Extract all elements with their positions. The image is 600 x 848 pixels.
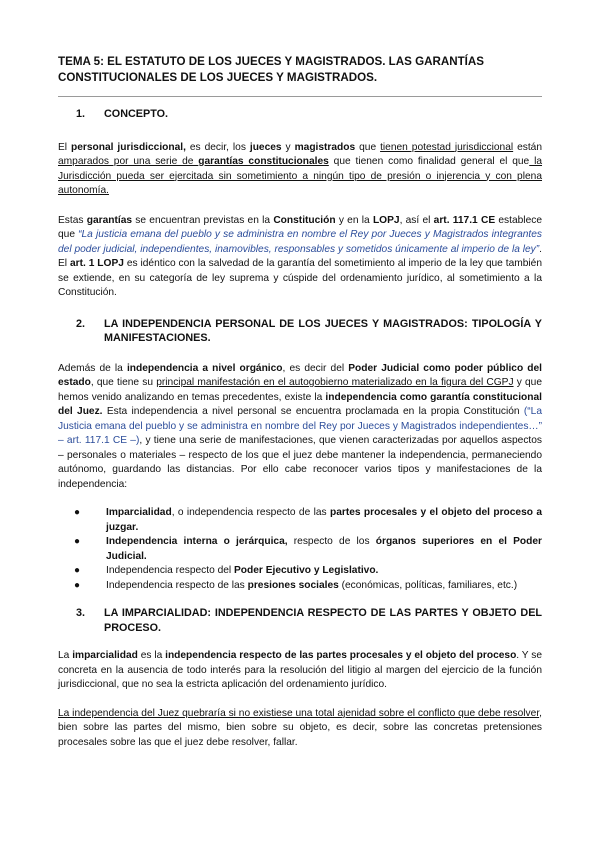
section-title: LA IMPARCIALIDAD: INDEPENDENCIA RESPECTO DE LAS PARTES Y OBJETO DEL PROCESO. (104, 607, 542, 634)
bullet-icon: ● (74, 579, 81, 591)
list-item: ● Independencia respecto de las presiones sociales (económicas, políticas, familiares, etc.) (58, 579, 542, 594)
list-item: ● Imparcialidad, o independencia respecto de las partes procesales y el objeto del proceso a juzgar. (58, 506, 542, 535)
section-number: 2. (76, 317, 86, 330)
list-item: ● Independencia interna o jerárquica, respecto de los órganos superiores en el Poder Judicial. (58, 535, 542, 564)
bullet-icon: ● (74, 565, 81, 576)
section-number: 1. (76, 108, 86, 120)
concepto-paragraph-1: El personal jurisdiccional, es decir, los jueces y magistrados que tienen potestad jurisdiccional están amparados por una serie de garantías constitucionales que tienen como finalidad general el que la Jurisdicción pueda ser ejercitada sin sometimiento a ningún tipo de presión o injerencia y con plena autonomía. (58, 141, 543, 196)
concepto-paragraph-2: Estas garantías se encuentran previstas en la Constitución y en la LOPJ, así el art. 117.1 CE establece que “La justicia emana del pueblo y se administra en nombre el Rey por Jueces y Magistrados integrantes del poder judicial, independientes, inamovibles, responsables y sometidos únicamente al imperio de la ley”. El art. 1 LOPJ es idéntico con la salvedad de la garantía del sometimiento al imperio de la ley que también se extiende, en su categoría de ley suprema y cúspide del ordenamiento jurídico, al sometimiento a la Constitución. (58, 214, 543, 298)
bullet-icon: ● (74, 536, 81, 547)
section-number: 3. (76, 607, 86, 619)
constitution-quote: “La justicia emana del pueblo y se administra en nombre el Rey por Jueces y Magistrados integrantes del poder judicial, independientes, inamovibles, responsables y sometidos únicamente al imperio de la ley” (58, 229, 543, 255)
imparcialidad-paragraph-1: La imparcialidad es la independencia respecto de las partes procesales y el objeto del proceso. Y se concreta en la ausencia de todo interés para la resolución del litigio al margen del ejercicio de la función jurisdiccional, que no sea la estricta aplicación del ordenamiento jurídico. (58, 650, 543, 690)
title-divider (58, 96, 542, 97)
constitution-quote: (“La Justicia emana del pueblo y se administra en nombre del Rey por Jueces y Magistrados independientes…” – art. 117.1 CE –) (58, 406, 542, 446)
section-title: CONCEPTO. (104, 108, 168, 120)
independence-types-list (58, 506, 542, 593)
bullet-icon: ● (74, 507, 81, 518)
independencia-paragraph: Además de la independencia a nivel orgánico, es decir del Poder Judicial como poder público del estado, que tiene su principal manifestación en el autogobierno materializado en la figura del CGPJ y que hemos venido analizando en temas precedentes, existe la independencia como garantía constitucional del Juez. Esta independencia a nivel personal se encuentra proclamada en la propia Constitución (“La Justicia emana del pueblo y se administra en nombre del Rey por Jueces y Magistrados independientes…” – art. 117.1 CE –), y tiene una serie de manifestaciones, que vienen caracterizadas por aquellos aspectos – personales o materiales – respecto de los que el juez debe mantener la independencia, permaneciendo autónomo, guardando las distancias. Por ello cabe reconocer varios tipos y manifestaciones de la independencia: (58, 362, 543, 490)
list-item: ● Independencia respecto del Poder Ejecutivo y Legislativo. (58, 564, 542, 579)
section-3-heading (58, 606, 542, 635)
document-page (58, 54, 542, 750)
section-2-heading (58, 317, 542, 346)
document-title: TEMA 5: EL ESTATUTO DE LOS JUECES Y MAGISTRADOS. LAS GARANTÍAS CONSTITUCIONALES DE LOS JUECES Y MAGISTRADOS. (58, 55, 485, 84)
section-1-heading (58, 107, 542, 122)
imparcialidad-paragraph-2: La independencia del Juez quebraría si no existiese una total ajenidad sobre el conflicto que debe resolver, bien sobre las partes del mismo, bien sobre su objeto, es decir, sobre las concretas pretensiones procesales sobre las que el juez debe resolver, fallar. (58, 707, 542, 748)
section-title: LA INDEPENDENCIA PERSONAL DE LOS JUECES Y MAGISTRADOS: TIPOLOGÍA Y MANIFESTACIONES. (104, 317, 542, 344)
